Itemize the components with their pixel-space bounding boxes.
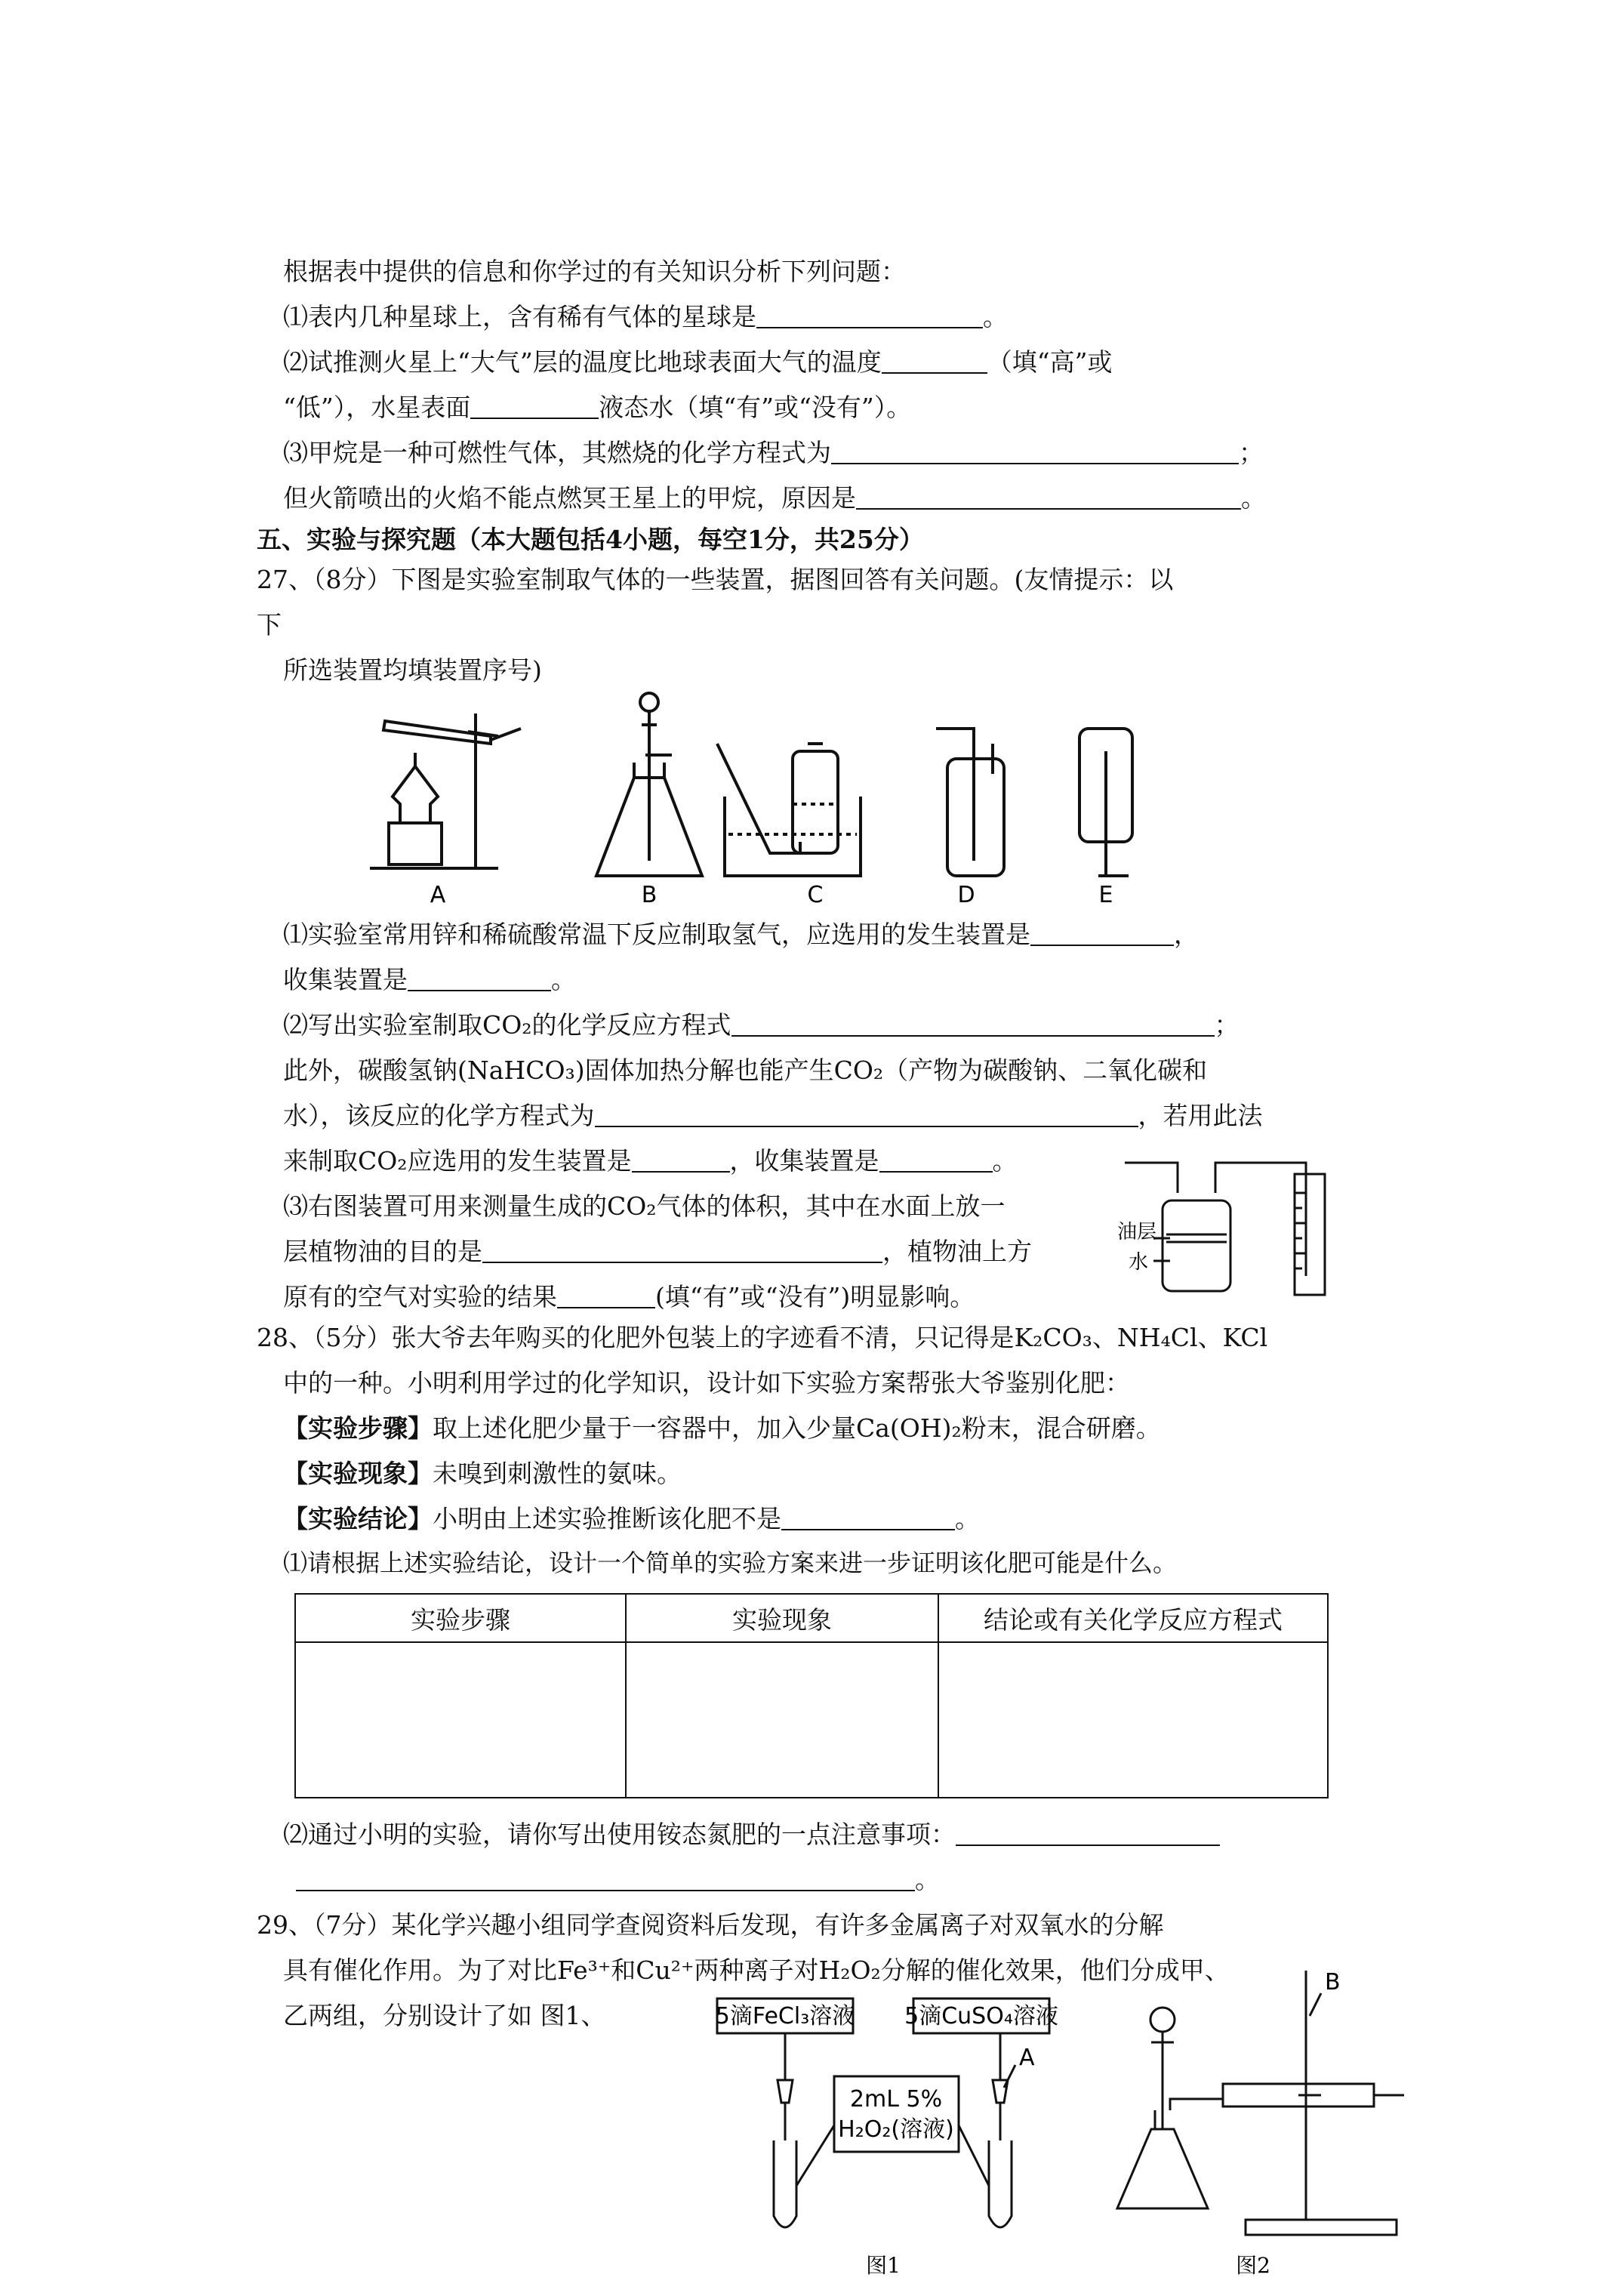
cuso4-label: 5滴CuSO₄溶液 <box>904 2003 1058 2029</box>
answer-blank[interactable] <box>408 967 551 991</box>
q27-intro: 27、（8分）下图是实验室制取气体的一些装置，据图回答有关问题。(友情提示：以 <box>257 565 1174 594</box>
answer-blank[interactable] <box>557 1284 655 1308</box>
fecl3-label: 5滴FeCl₃溶液 <box>715 2003 855 2029</box>
q28-1: ⑴请根据上述实验结论，设计一个简单的实验方案来进一步证明该化肥可能是什么。 <box>283 1549 1178 1577</box>
h2o2-solution-label: H₂O₂(溶液) <box>838 2116 954 2143</box>
table-cell[interactable] <box>938 1642 1328 1798</box>
label-a-pointer: A <box>1019 2045 1035 2071</box>
answer-blank[interactable] <box>831 440 1239 464</box>
table-cell[interactable] <box>295 1642 626 1798</box>
q27-3a: ⑶右图装置可用来测量生成的CO₂气体的体积，其中在水面上放一 <box>283 1191 1006 1221</box>
answer-blank[interactable] <box>882 350 987 374</box>
table-header: 实验现象 <box>626 1594 938 1642</box>
label-c: C <box>807 882 824 908</box>
answer-blank[interactable] <box>296 1867 915 1891</box>
q27-intro-wrap: 下 <box>257 610 282 639</box>
answer-blank[interactable] <box>482 1239 882 1263</box>
oil-layer-label: 油层 <box>1117 1221 1157 1244</box>
q27-2d: 来制取CO₂应选用的发生装置是 ，收集装置是 。 <box>283 1146 1018 1176</box>
q28-2: ⑵通过小明的实验，请你写出使用铵态氮肥的一点注意事项： <box>283 1820 1220 1850</box>
gas-volume-apparatus <box>1117 1148 1359 1299</box>
answer-blank[interactable] <box>856 485 1241 510</box>
figure-2-caption: 图2 <box>1236 2253 1270 2278</box>
experiment-table <box>294 1593 1329 1798</box>
q27-2a: ⑵写出实验室制取CO₂的化学反应方程式 ； <box>283 1010 1240 1040</box>
q27-3b: 层植物油的目的是 ，植物油上方 <box>283 1237 1032 1266</box>
figure-1 <box>702 1989 1095 2291</box>
q28-2-cont: 。 <box>296 1865 940 1895</box>
q27-2b: 此外，碳酸氢钠(NaHCO₃)固体加热分解也能产生CO₂（产物为碳酸钠、二氧化碳和 <box>283 1056 1208 1085</box>
q26-3b: 但火箭喷出的火焰不能点燃冥王星上的甲烷，原因是 。 <box>283 483 1266 513</box>
q28-intro-2: 中的一种。小明利用学过的化学知识，设计如下实验方案帮张大爷鉴别化肥： <box>283 1368 1130 1398</box>
table-header: 结论或有关化学反应方程式 <box>938 1594 1328 1642</box>
answer-blank[interactable] <box>731 1012 1215 1037</box>
figure-2 <box>1095 1948 1412 2295</box>
q26-3a: ⑶甲烷是一种可燃性气体，其燃烧的化学方程式为 ； <box>283 438 1264 467</box>
q27-1b: 收集装置是 。 <box>283 965 576 994</box>
q28-step: 【实验步骤】取上述化肥少量于一容器中，加入少量Ca(OH)₂粉末，混合研磨。 <box>283 1413 1161 1443</box>
table-cell[interactable] <box>626 1642 938 1798</box>
label-b-pointer: B <box>1325 1969 1341 1996</box>
q29-intro: 29、（7分）某化学兴趣小组同学查阅资料后发现，有许多金属离子对双氧水的分解 <box>257 1910 1164 1940</box>
answer-blank[interactable] <box>595 1103 1138 1127</box>
h2o2-amount-label: 2mL 5% <box>849 2086 943 2113</box>
q28-intro: 28、（5分）张大爷去年购买的化肥外包装上的字迹看不清，只记得是K₂CO₃、NH₄Cl、KCl <box>257 1323 1268 1352</box>
answer-blank[interactable] <box>1030 922 1174 946</box>
q26-1: ⑴表内几种星球上，含有稀有气体的星球是 。 <box>283 302 1008 331</box>
answer-blank[interactable] <box>956 1822 1220 1846</box>
q27-3c: 原有的空气对实验的结果 (填“有”或“没有”)明显影响。 <box>283 1282 975 1311</box>
answer-blank[interactable] <box>756 304 983 328</box>
q26-2b: “低”），水星表面 液态水（填“有”或“没有”）。 <box>283 393 912 422</box>
answer-blank[interactable] <box>879 1148 993 1173</box>
answer-blank[interactable] <box>781 1506 955 1530</box>
q27-2c: 水），该反应的化学方程式为 ，若用此法 <box>283 1101 1263 1130</box>
q27-hint: 所选装置均填装置序号) <box>283 655 542 685</box>
q26-2a: ⑵试推测火星上“大气”层的温度比地球表面大气的温度 （填“高”或 <box>283 347 1113 377</box>
section-5-heading: 五、实验与探究题（本大题包括4小题，每空1分，共25分） <box>257 525 924 554</box>
q27-1a: ⑴实验室常用锌和稀硫酸常温下反应制取氢气，应选用的发生装置是 ， <box>283 920 1199 949</box>
label-d: D <box>957 882 975 908</box>
q28-conclusion: 【实验结论】小明由上述实验推断该化肥不是 。 <box>283 1504 980 1533</box>
label-b: B <box>641 882 658 908</box>
apparatus-figure <box>347 683 1178 910</box>
table-header: 实验步骤 <box>295 1594 626 1642</box>
answer-blank[interactable] <box>632 1148 730 1173</box>
answer-blank[interactable] <box>470 395 599 419</box>
label-e: E <box>1098 882 1113 908</box>
q29-intro-3: 乙两组，分别设计了如 图1、 <box>283 2001 606 2030</box>
figure-1-caption: 图1 <box>866 2253 901 2278</box>
intro-line: 根据表中提供的信息和你学过的有关知识分析下列问题： <box>283 257 906 286</box>
q29-intro-2: 具有催化作用。为了对比Fe³⁺和Cu²⁺两种离子对H₂O₂分解的催化效果，他们分成甲、 <box>283 1955 1230 1985</box>
q28-observation: 【实验现象】未嗅到刺激性的氨味。 <box>283 1459 682 1488</box>
label-a: A <box>430 882 446 908</box>
water-label: 水 <box>1129 1251 1149 1274</box>
